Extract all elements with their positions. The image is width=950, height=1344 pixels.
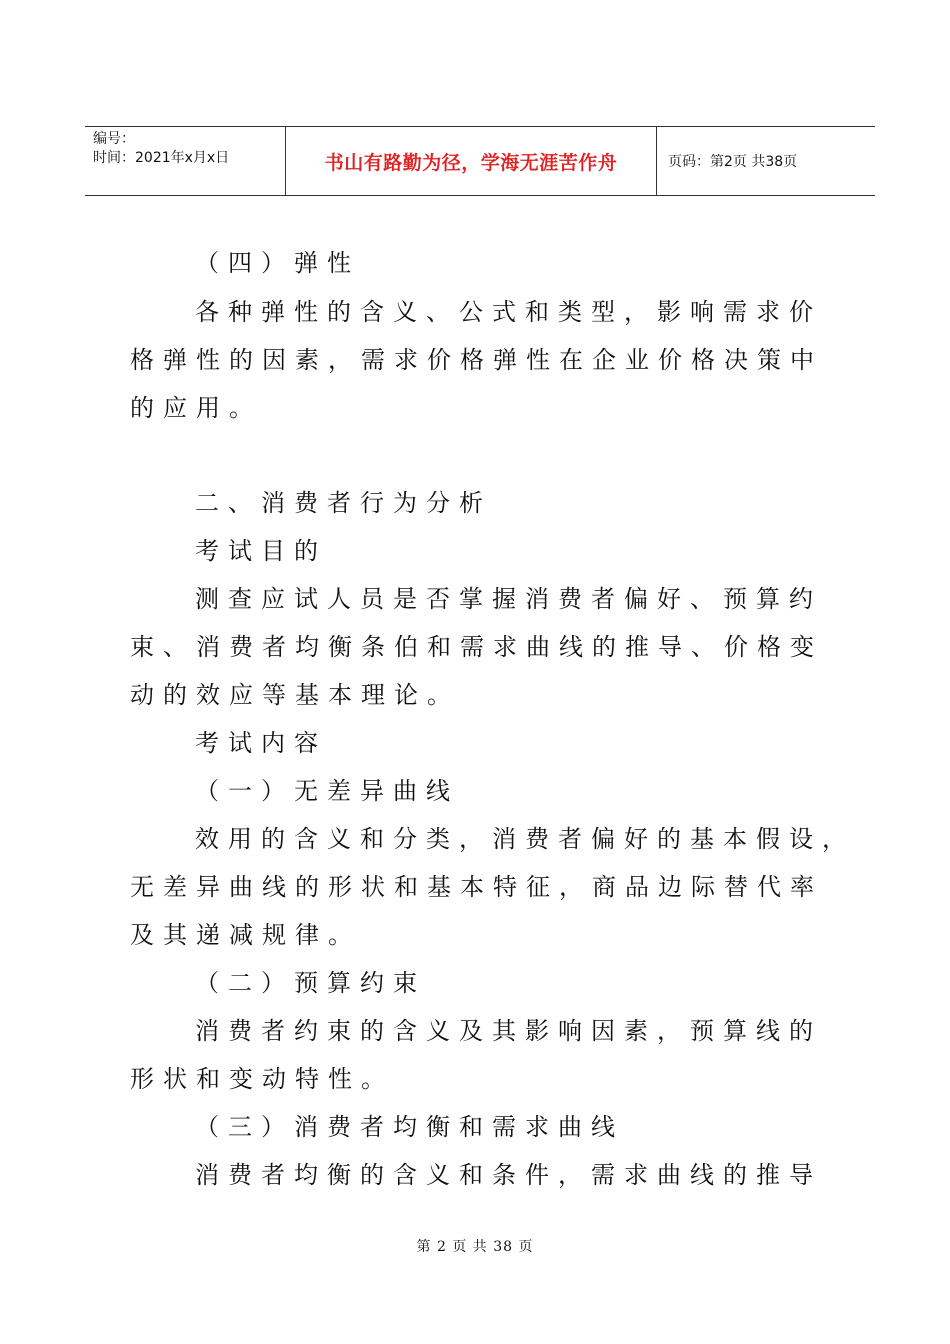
paragraph-line: 的应用。 <box>130 394 262 422</box>
header-meta <box>93 130 229 168</box>
paragraph-line: 无差异曲线的形状和基本特征，商品边际替代率 <box>130 873 823 901</box>
section-heading: （一）无差异曲线 <box>195 777 459 805</box>
document-header <box>85 126 875 196</box>
page-footer: 第 2 页 共 38 页 <box>416 1239 534 1255</box>
paragraph-line: 消费者约束的含义及其影响因素，预算线的 <box>195 1017 822 1045</box>
paragraph-line: 测查应试人员是否掌握消费者偏好、预算约 <box>195 585 822 613</box>
number-label: 编号： <box>93 131 135 147</box>
section-heading: 二、消费者行为分析 <box>195 489 492 517</box>
paragraph-line: 及其递减规律。 <box>130 921 361 949</box>
section-heading: （三）消费者均衡和需求曲线 <box>195 1113 624 1141</box>
paragraph-line: 格弹性的因素，需求价格弹性在企业价格决策中 <box>130 346 823 374</box>
paragraph-line: 束、消费者均衡条伯和需求曲线的推导、价格变 <box>130 633 823 661</box>
time-label: 时间：2021年x月x日 <box>93 150 230 166</box>
paragraph-line: 形状和变动特性。 <box>130 1065 394 1093</box>
subsection-heading: 考试目的 <box>195 537 327 565</box>
paragraph-line: 动的效应等基本理论。 <box>130 681 460 709</box>
header-divider <box>656 127 657 195</box>
paragraph-line: 消费者均衡的含义和条件，需求曲线的推导 <box>195 1161 822 1189</box>
header-page-info: 页码：第2页 共38页 <box>668 154 798 170</box>
section-heading: （四）弹性 <box>195 249 360 277</box>
subsection-heading: 考试内容 <box>195 729 327 757</box>
paragraph-line: 各种弹性的含义、公式和类型，影响需求价 <box>195 298 822 326</box>
header-motto: 书山有路勤为径，学海无涯苦作舟 <box>324 151 618 174</box>
paragraph-line: 效用的含义和分类，消费者偏好的基本假设， <box>195 825 855 853</box>
section-heading: （二）预算约束 <box>195 969 426 997</box>
